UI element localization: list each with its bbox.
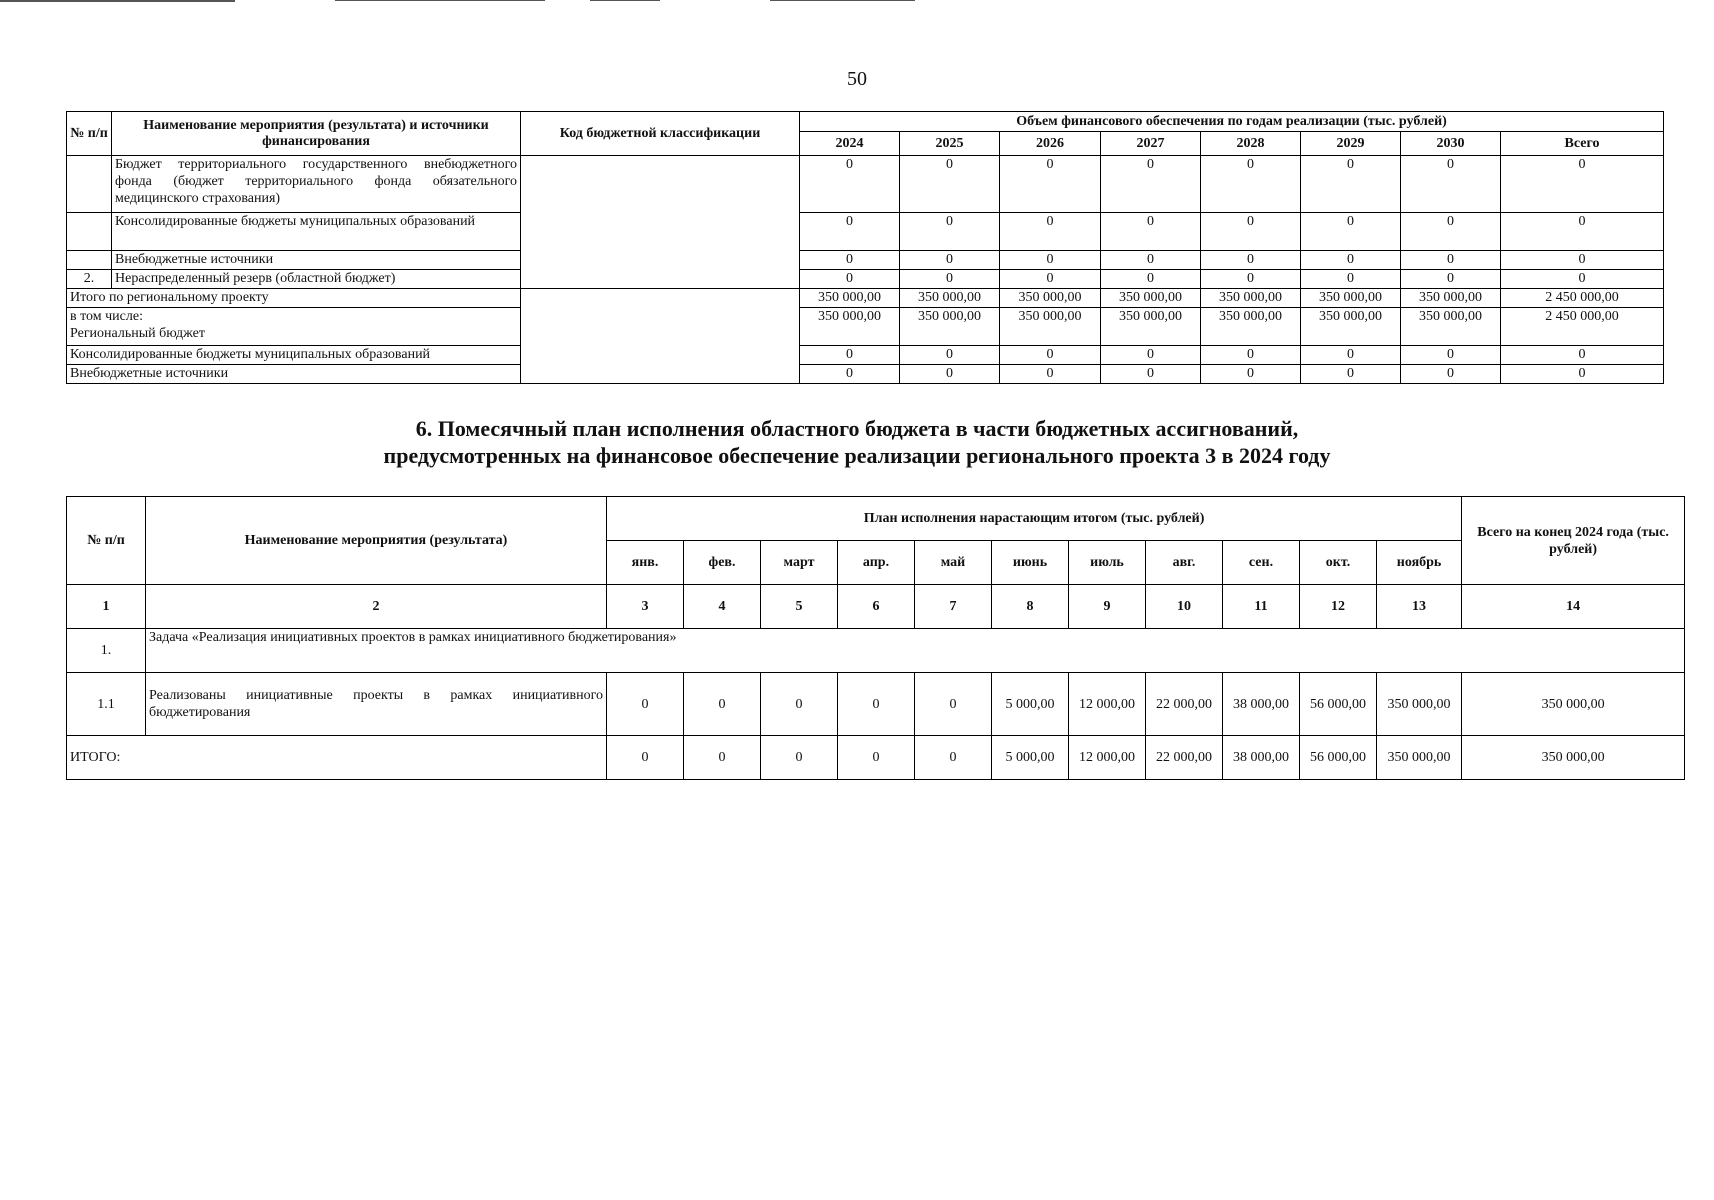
table-row — [67, 270, 1664, 289]
value-cell: 0 — [900, 213, 1000, 251]
month-value: 5 000,00 — [992, 736, 1069, 780]
value-cell: 350 000,00 — [1101, 289, 1201, 308]
budget-code-cell — [521, 156, 800, 289]
row-num: 2. — [67, 270, 112, 289]
month-value: 350 000,00 — [1377, 673, 1462, 736]
header-row — [67, 112, 1664, 132]
value-cell: 0 — [1301, 365, 1401, 384]
value-cell: 0 — [1501, 251, 1664, 270]
header-num: № п/п — [67, 112, 112, 156]
month-value: 22 000,00 — [1146, 736, 1223, 780]
header-month: июнь — [992, 541, 1069, 585]
value-cell: 0 — [1000, 365, 1101, 384]
value-cell: 0 — [1201, 346, 1301, 365]
value-cell: 0 — [1301, 213, 1401, 251]
header-month: авг. — [1146, 541, 1223, 585]
row-name-line: Региональный бюджет — [70, 326, 205, 341]
value-cell: 0 — [1201, 251, 1301, 270]
value-cell: 350 000,00 — [1401, 308, 1501, 346]
item-num: 1.1 — [67, 673, 146, 736]
itogo-row — [67, 736, 1685, 780]
total-row — [67, 289, 1664, 308]
month-value: 56 000,00 — [1300, 736, 1377, 780]
table-row — [67, 156, 1664, 213]
header-name: Наименование мероприятия (результата) — [146, 497, 607, 585]
header-year: 2030 — [1401, 132, 1501, 156]
month-value: 56 000,00 — [1300, 673, 1377, 736]
scan-artifact — [590, 0, 660, 1]
row-name: Бюджет территориального государственного внебюджетного фонда (бюджет территориального фонда обязательного медицинского страхования) — [112, 156, 521, 213]
column-number: 11 — [1223, 585, 1300, 629]
financing-table — [66, 111, 1664, 384]
value-cell: 0 — [1401, 346, 1501, 365]
header-month: май — [915, 541, 992, 585]
value-cell: 0 — [1501, 270, 1664, 289]
value-cell: 0 — [1401, 251, 1501, 270]
month-value: 0 — [607, 673, 684, 736]
task-name: Задача «Реализация инициативных проектов в рамках инициативного бюджетирования» — [146, 629, 1685, 673]
value-cell: 0 — [1401, 270, 1501, 289]
value-cell: 0 — [800, 213, 900, 251]
scan-artifact — [335, 0, 545, 1]
value-cell: 350 000,00 — [1201, 308, 1301, 346]
value-cell: 0 — [1401, 365, 1501, 384]
table-row — [67, 365, 1664, 384]
row-num — [67, 156, 112, 213]
task-row — [67, 629, 1685, 673]
column-numbers-row — [67, 585, 1685, 629]
value-cell: 350 000,00 — [800, 289, 900, 308]
item-name: Реализованы инициативные проекты в рамках инициативного бюджетирования — [146, 673, 607, 736]
table-row — [67, 308, 1664, 346]
value-cell: 350 000,00 — [900, 308, 1000, 346]
month-value: 38 000,00 — [1223, 736, 1300, 780]
scan-artifact — [770, 0, 915, 1]
column-number: 2 — [146, 585, 607, 629]
value-cell: 0 — [1201, 270, 1301, 289]
column-number: 9 — [1069, 585, 1146, 629]
scan-artifact — [0, 0, 235, 2]
header-year: 2029 — [1301, 132, 1401, 156]
value-cell: 0 — [1201, 365, 1301, 384]
month-value: 12 000,00 — [1069, 736, 1146, 780]
header-month: апр. — [838, 541, 915, 585]
header-month: март — [761, 541, 838, 585]
row-name: Консолидированные бюджеты муниципальных образований — [67, 346, 521, 365]
header-month: ноябрь — [1377, 541, 1462, 585]
table-row — [67, 213, 1664, 251]
value-cell: 350 000,00 — [1401, 289, 1501, 308]
value-cell: 0 — [1101, 365, 1201, 384]
monthly-plan-table — [66, 496, 1685, 780]
value-cell: 0 — [1501, 156, 1664, 213]
header-num: № п/п — [67, 497, 146, 585]
column-number: 1 — [67, 585, 146, 629]
header-row — [67, 497, 1685, 541]
value-cell: 0 — [900, 365, 1000, 384]
month-value: 0 — [838, 673, 915, 736]
value-cell: 0 — [800, 346, 900, 365]
page-number: 50 — [847, 68, 867, 90]
header-year: Всего — [1501, 132, 1664, 156]
value-cell: 0 — [1201, 213, 1301, 251]
section-title-line: предусмотренных на финансовое обеспечение реализации регионального проекта 3 в 2024 году — [383, 443, 1331, 468]
column-number: 14 — [1462, 585, 1685, 629]
month-value: 0 — [761, 673, 838, 736]
value-cell: 350 000,00 — [1000, 289, 1101, 308]
value-cell: 0 — [1000, 270, 1101, 289]
value-cell: 0 — [1101, 346, 1201, 365]
value-cell: 350 000,00 — [1101, 308, 1201, 346]
month-value: 350 000,00 — [1377, 736, 1462, 780]
row-name: Нераспределенный резерв (областной бюджет) — [112, 270, 521, 289]
month-value: 0 — [684, 673, 761, 736]
value-cell: 0 — [1401, 213, 1501, 251]
value-cell: 0 — [800, 251, 900, 270]
section-title — [0, 415, 1714, 469]
value-cell: 350 000,00 — [1201, 289, 1301, 308]
row-name: Внебюджетные источники — [112, 251, 521, 270]
header-code: Код бюджетной классификации — [521, 112, 800, 156]
itogo-label: ИТОГО: — [67, 736, 607, 780]
header-month: окт. — [1300, 541, 1377, 585]
month-value: 0 — [761, 736, 838, 780]
header-month: сен. — [1223, 541, 1300, 585]
budget-code-cell — [521, 289, 800, 384]
header-year: 2025 — [900, 132, 1000, 156]
value-cell: 0 — [800, 156, 900, 213]
total-value: 350 000,00 — [1462, 736, 1685, 780]
table-row — [67, 251, 1664, 270]
column-number: 7 — [915, 585, 992, 629]
value-cell: 0 — [1000, 251, 1101, 270]
header-month: июль — [1069, 541, 1146, 585]
value-cell: 0 — [1101, 251, 1201, 270]
value-cell: 0 — [1101, 270, 1201, 289]
total-value: 350 000,00 — [1462, 673, 1685, 736]
item-row — [67, 673, 1685, 736]
header-year: 2026 — [1000, 132, 1101, 156]
header-year: 2028 — [1201, 132, 1301, 156]
value-cell: 350 000,00 — [1000, 308, 1101, 346]
value-cell: 0 — [1401, 156, 1501, 213]
column-number: 8 — [992, 585, 1069, 629]
row-name: Внебюджетные источники — [67, 365, 521, 384]
value-cell: 0 — [1201, 156, 1301, 213]
month-value: 0 — [915, 673, 992, 736]
value-cell: 0 — [1301, 156, 1401, 213]
value-cell: 0 — [1301, 346, 1401, 365]
value-cell: 0 — [1501, 365, 1664, 384]
table-row — [67, 346, 1664, 365]
header-year: 2024 — [800, 132, 900, 156]
row-name: Итого по региональному проекту — [67, 289, 521, 308]
value-cell: 0 — [900, 346, 1000, 365]
row-num — [67, 251, 112, 270]
value-cell: 0 — [1501, 213, 1664, 251]
value-cell: 0 — [1501, 346, 1664, 365]
header-month: янв. — [607, 541, 684, 585]
month-value: 0 — [838, 736, 915, 780]
value-cell: 0 — [800, 365, 900, 384]
value-cell: 0 — [900, 251, 1000, 270]
month-value: 38 000,00 — [1223, 673, 1300, 736]
value-cell: 0 — [1301, 270, 1401, 289]
header-total: Всего на конец 2024 года (тыс. рублей) — [1462, 497, 1685, 585]
value-cell: 2 450 000,00 — [1501, 289, 1664, 308]
value-cell: 350 000,00 — [1301, 289, 1401, 308]
month-value: 12 000,00 — [1069, 673, 1146, 736]
value-cell: 0 — [800, 270, 900, 289]
header-volume: Объем финансового обеспечения по годам реализации (тыс. рублей) — [800, 112, 1664, 132]
value-cell: 0 — [1101, 213, 1201, 251]
month-value: 5 000,00 — [992, 673, 1069, 736]
value-cell: 0 — [1301, 251, 1401, 270]
task-num: 1. — [67, 629, 146, 673]
value-cell: 0 — [1101, 156, 1201, 213]
column-number: 4 — [684, 585, 761, 629]
month-value: 22 000,00 — [1146, 673, 1223, 736]
column-number: 10 — [1146, 585, 1223, 629]
row-name: Консолидированные бюджеты муниципальных образований — [112, 213, 521, 251]
column-number: 13 — [1377, 585, 1462, 629]
value-cell: 350 000,00 — [800, 308, 900, 346]
value-cell: 0 — [1000, 156, 1101, 213]
column-number: 6 — [838, 585, 915, 629]
month-value: 0 — [607, 736, 684, 780]
month-value: 0 — [915, 736, 992, 780]
value-cell: 2 450 000,00 — [1501, 308, 1664, 346]
row-num — [67, 213, 112, 251]
value-cell: 0 — [900, 156, 1000, 213]
section-title-line: 6. Помесячный план исполнения областного бюджета в части бюджетных ассигнований, — [415, 416, 1299, 441]
value-cell: 0 — [900, 270, 1000, 289]
value-cell: 350 000,00 — [1301, 308, 1401, 346]
header-year: 2027 — [1101, 132, 1201, 156]
row-name-line: в том числе: — [70, 309, 143, 324]
value-cell: 0 — [1000, 346, 1101, 365]
header-month: фев. — [684, 541, 761, 585]
row-name — [67, 308, 521, 346]
value-cell: 0 — [1000, 213, 1101, 251]
value-cell: 350 000,00 — [900, 289, 1000, 308]
column-number: 5 — [761, 585, 838, 629]
column-number: 12 — [1300, 585, 1377, 629]
header-name: Наименование мероприятия (результата) и источники финансирования — [112, 112, 521, 156]
month-value: 0 — [684, 736, 761, 780]
header-plan: План исполнения нарастающим итогом (тыс. рублей) — [607, 497, 1462, 541]
column-number: 3 — [607, 585, 684, 629]
